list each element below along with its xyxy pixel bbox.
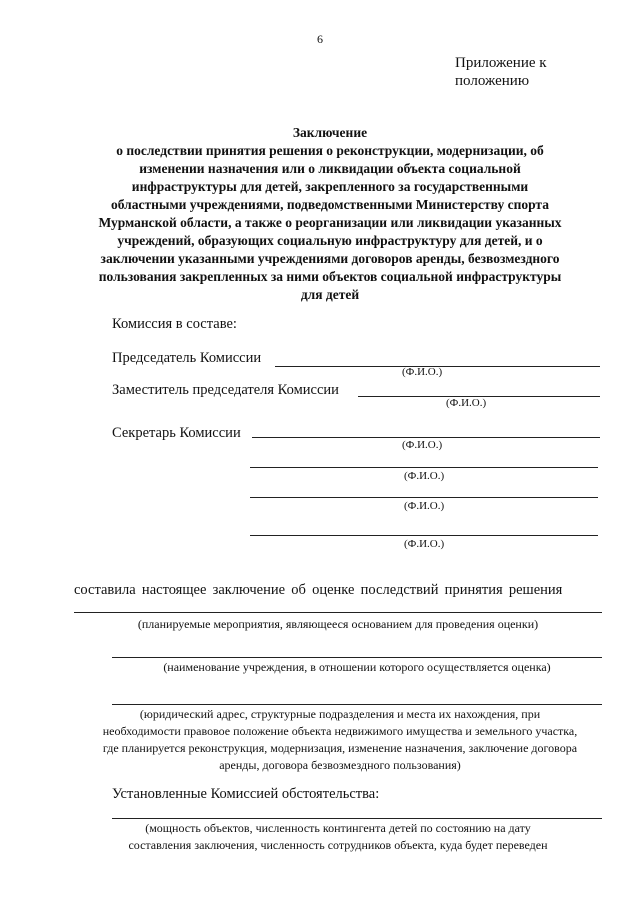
- institution-line: [112, 657, 602, 658]
- appendix-line-2: положению: [455, 73, 530, 89]
- measures-line: [74, 612, 602, 613]
- document-title: [60, 124, 600, 304]
- member-fio-caption: (Ф.И.О.): [404, 500, 445, 512]
- title-line: инфраструктуры для детей, закрепленного за государственными: [131, 179, 529, 194]
- member-fio-caption: (Ф.И.О.): [404, 538, 445, 550]
- page-number: 6: [317, 32, 323, 46]
- member-line: [250, 467, 598, 468]
- appendix-line-1: Приложение к: [455, 55, 547, 71]
- address-caption-line: (юридический адрес, структурные подразделения и места их нахождения, при: [139, 707, 541, 721]
- secretary-label: Секретарь Комиссии: [112, 425, 241, 441]
- institution-caption: (наименование учреждения, в отношении которого осуществляется оценка): [163, 660, 551, 674]
- capacity-caption-line: (мощность объектов, численность контингента детей по состоянию на дату: [145, 821, 531, 835]
- statement-text: составила настоящее заключение об оценке последствий принятия решения: [74, 582, 563, 598]
- capacity-caption: [74, 820, 602, 854]
- title-line: областными учреждениями, подведомственными Министерству спорта: [111, 197, 549, 212]
- chair-fio-caption: (Ф.И.О.): [402, 366, 443, 378]
- title-line: Мурманской области, а также о реорганизации или ликвидации указанных: [98, 215, 562, 230]
- address-caption: [60, 706, 620, 774]
- title-line: о последствии принятия решения о реконструкции, модернизации, об: [116, 143, 544, 158]
- capacity-caption-line: составления заключения, численность сотрудников объекта, куда будет переведен: [128, 838, 548, 852]
- title-line: учреждений, образующих социальную инфраструктуру для детей, и о: [117, 233, 543, 248]
- member-line: [250, 497, 598, 498]
- appendix-note: [455, 54, 605, 90]
- measures-caption: (планируемые мероприятия, являющееся основанием для проведения оценки): [137, 617, 539, 631]
- title-line: заключении указанными учреждениями договоров аренды, безвозмездного: [100, 251, 560, 266]
- deputy-fio-caption: (Ф.И.О.): [446, 397, 487, 409]
- chair-label: Председатель Комиссии: [112, 350, 262, 366]
- title-line: изменении назначения или о ликвидации объекта социальной: [139, 161, 521, 176]
- address-line: [112, 704, 602, 705]
- address-caption-line: необходимости правовое положение объекта недвижимого имущества и земельного участка,: [102, 724, 578, 738]
- commission-intro: Комиссия в составе:: [112, 316, 237, 332]
- circumstances-heading: Установленные Комиссией обстоятельства:: [112, 786, 380, 802]
- title-heading: Заключение: [292, 125, 368, 140]
- address-caption-line: аренды, договора безвозмездного пользования): [219, 758, 461, 772]
- deputy-label: Заместитель председателя Комиссии: [112, 382, 339, 398]
- title-line: пользования закрепленных за ними объектов социальной инфраструктуры: [98, 269, 562, 284]
- circumstances-line: [112, 818, 602, 819]
- secretary-fio-caption: (Ф.И.О.): [402, 439, 443, 451]
- title-line: для детей: [300, 287, 360, 302]
- address-caption-line: где планируется реконструкция, модернизация, изменение назначения, заключение договора: [102, 741, 578, 755]
- member-line: [250, 535, 598, 536]
- member-fio-caption: (Ф.И.О.): [404, 470, 445, 482]
- secretary-line: [252, 437, 600, 438]
